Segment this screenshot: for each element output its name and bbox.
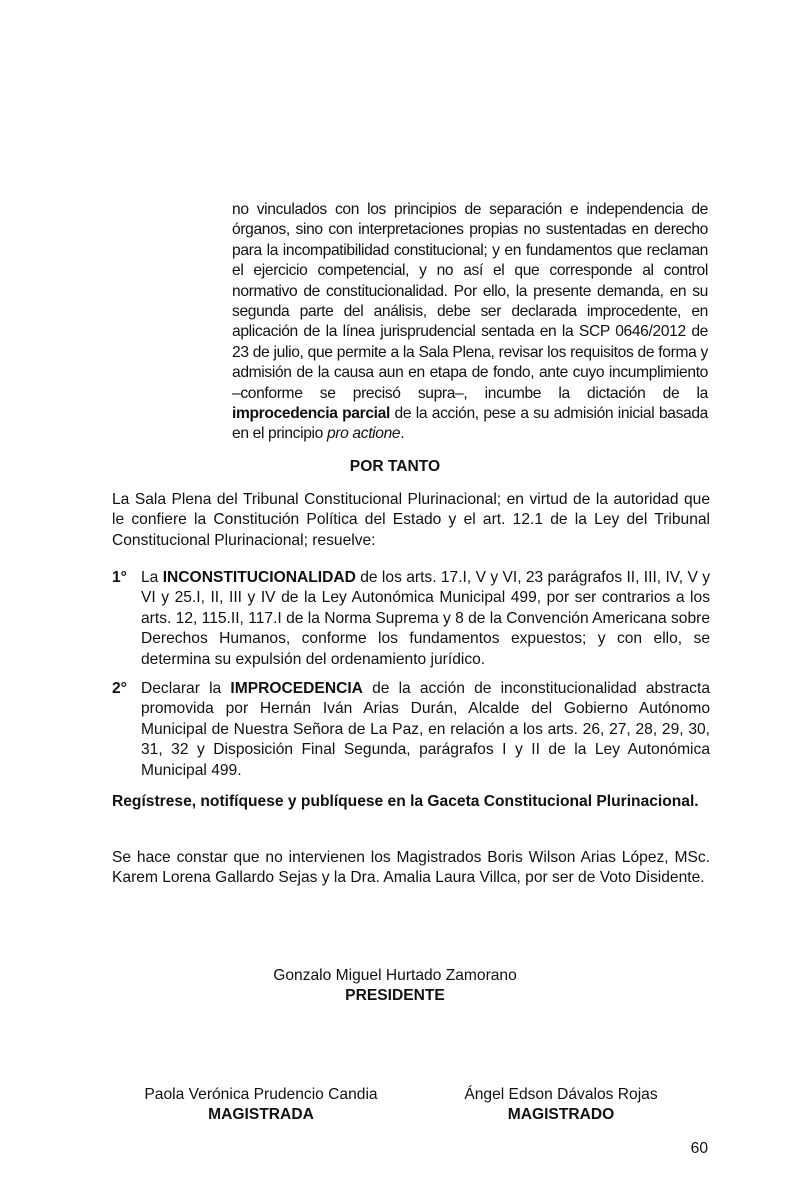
signature-name: Ángel Edson Dávalos Rojas bbox=[464, 1086, 658, 1103]
signature-role: MAGISTRADO bbox=[507, 1106, 615, 1123]
item-bold: INCONSTITUCIONALIDAD bbox=[162, 569, 356, 586]
signature-name: Gonzalo Miguel Hurtado Zamorano bbox=[273, 967, 517, 984]
intro-text-part1: no vinculados con los principios de separación e independencia de órganos, sino con interpretaciones propias no sustentadas en derecho para la incompatibilidad constitucional; y en fundamentos que reclaman el ejercicio competencial, y no así el que corresponde al control normativo de constitucionalidad. Por ello, la presente demanda, en su segunda parte del análisis, debe ser declarada improcedente, en aplicación de la línea jurisprudencial sentada en la SCP 0646/2012 de 23 de julio, que permite a la Sala Plena, revisar los requisitos de forma y admisión de la causa aun en etapa de fondo, ante cuyo incumplimiento –conforme se precisó supra–, incumbe la dictación de la bbox=[232, 201, 708, 402]
item-lead: Declarar la bbox=[141, 680, 231, 697]
item-rest: de los arts. 17.I, V y VI, 23 parágrafos II, III, IV, V y VI y 25.I, II, III y IV de la Ley Autonómica Municipal 499, por ser contrarios a los arts. 12, 115.II, 117.I de la Norma Suprema y 8 de la Convención Americana sobre Derechos Humanos, conforme los fundamentos expuestos; y con ello, se determina su expulsión del ordenamiento jurídico. bbox=[141, 569, 710, 668]
item-rest: de la acción de inconstitucionalidad abstracta promovida por Hernán Iván Arias Durán, Alcalde del Gobierno Autónomo Municipal de Nuestra Señora de La Paz, en relación a los arts. 26, 27, 28, 29, 30, 31, 32 y Disposición Final Segunda, parágrafos I y II de la Ley Autonómica Municipal 499. bbox=[141, 680, 710, 779]
signature-left bbox=[111, 1085, 411, 1125]
signature-role: PRESIDENTE bbox=[345, 987, 445, 1004]
resolution-intro-text: La Sala Plena del Tribunal Constitucional Plurinacional; en virtud de la autoridad que le confiere la Constitución Política del Estado y el art. 12.1 de la Ley del Tribunal Constitucional Plurinacional; resuelve: bbox=[112, 491, 710, 549]
intro-italic-phrase: pro actione bbox=[326, 425, 401, 443]
note-block bbox=[112, 848, 710, 889]
registration-block bbox=[112, 792, 710, 812]
item-number: 1° bbox=[112, 569, 127, 586]
section-title: POR TANTO bbox=[349, 458, 441, 475]
item-text bbox=[141, 568, 710, 670]
signature-right bbox=[411, 1085, 711, 1125]
page-number: 60 bbox=[690, 1140, 708, 1157]
note-text: Se hace constar que no intervienen los Magistrados Boris Wilson Arias López, MSc. Karem Lorena Gallardo Sejas y la Dra. Amalia Laura Villca, por ser de Voto Disidente. bbox=[112, 849, 710, 887]
intro-text-part3: . bbox=[400, 425, 405, 443]
intro-paragraph bbox=[232, 200, 708, 445]
signature-role: MAGISTRADA bbox=[208, 1106, 314, 1123]
resolution-intro bbox=[112, 490, 710, 551]
item-lead: La bbox=[141, 569, 163, 586]
intro-text-part2: de la acción, pese a su admisión inicial basada en el principio bbox=[232, 405, 708, 443]
item-number: 2° bbox=[112, 680, 127, 697]
intro-bold-phrase: improcedencia parcial bbox=[232, 405, 390, 423]
signature-name: Paola Verónica Prudencio Candia bbox=[144, 1086, 378, 1103]
signature-president bbox=[0, 966, 790, 1006]
item-text bbox=[141, 679, 710, 781]
item-bold: IMPROCEDENCIA bbox=[230, 680, 363, 697]
resolution-item-1 bbox=[112, 568, 710, 670]
resolution-item-2 bbox=[112, 679, 710, 781]
registration-text: Regístrese, notifíquese y publíquese en la Gaceta Constitucional Plurinacional. bbox=[112, 793, 699, 810]
